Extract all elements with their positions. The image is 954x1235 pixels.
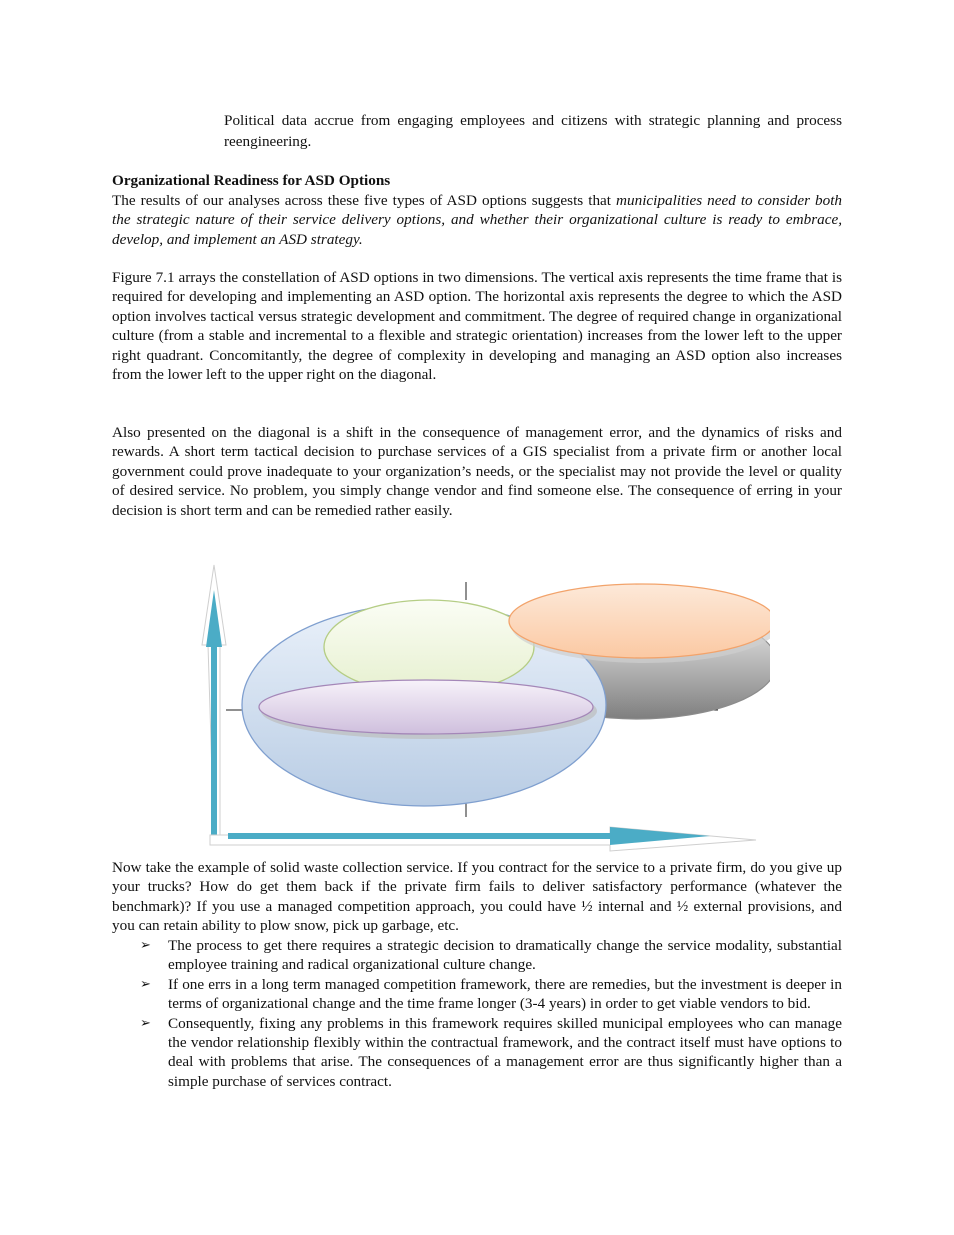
intro-italic-text: municipalities need to consider both the strategic nature of their service delivery options, and whether their organizational culture is ready to embrace, develop, and implement an ASD strategy.: [112, 192, 843, 248]
bullet-item: [112, 1014, 842, 1092]
bullet-text: Consequently, fixing any problems in this framework requires skilled municipal employees who can manage the vendor relationship flexibly within the contractual framework, and the contract itself must have options to deal with problems that arise. The consequences of a management error are thus significantly higher than a simple purchase of services contract.: [168, 1014, 842, 1090]
bullet-text: If one errs in a long term managed competition framework, there are remedies, but the investment is deeper in terms of organizational change and the time frame longer (3-4 years) in order to get viable vendors to bid.: [168, 975, 842, 1013]
bullet-arrow-icon: ➢: [140, 976, 151, 992]
bullet-item: [112, 936, 842, 975]
bullet-arrow-icon: ➢: [140, 938, 151, 953]
bullet-item: [112, 975, 842, 1014]
section-heading: Organizational Readiness for ASD Options: [112, 172, 391, 189]
orange-ellipse: [509, 584, 770, 658]
top-paragraph: Political data accrue from engaging employees and citizens with strategic planning and process reengineering.: [224, 112, 842, 150]
intro-paragraph: [112, 191, 842, 249]
purple-ellipse: [259, 680, 593, 734]
bullet-text: The process to get there requires a strategic decision to dramatically change the service modality, substantial employee training and radical organizational culture change.: [168, 937, 842, 974]
asd-options-figure: [190, 555, 770, 855]
intro-plain-text: The results of our analyses across these five types of ASD options suggests that: [112, 192, 617, 209]
asd-options-diagram: [190, 555, 770, 855]
bullet-list: [112, 936, 842, 1091]
solid-waste-paragraph: Now take the example of solid waste collection service. If you contract for the service to a private firm, do you give up your trucks? How do get them back if the private firm fails to deliver satisfactory performance (whatever the benchmark)? If you use a managed competition approach, you could have ½ internal and ½ external provisions, and you can retain ability to plow snow, pick up garbage, etc.: [112, 859, 842, 935]
diagonal-paragraph: Also presented on the diagonal is a shift in the consequence of management error, and the dynamics of risks and rewards. A short term tactical decision to purchase services of a GIS specialist from a private firm or another local government could prove inadequate to your organization’s needs, or the specialist may not provide the level or quality of desired service. No problem, you simply change vendor and find someone else. The consequence of erring in your decision is short term and can be remedied rather easily.: [112, 424, 842, 519]
bullet-arrow-icon: ➢: [140, 1015, 151, 1031]
figure-description-paragraph: Figure 7.1 arrays the constellation of ASD options in two dimensions. The vertical axis represents the time frame that is required for developing and implementing an ASD option. The horizontal axis represents the degree to which the ASD option involves tactical versus strategic development and commitment. The degree of required change in organizational culture (from a stable and incremental to a flexible and strategic orientation) increases from the lower left to the upper right quadrant. Concomitantly, the degree of complexity in developing and managing an ASD option also increases from the lower left to the upper right on the diagonal.: [112, 269, 842, 384]
